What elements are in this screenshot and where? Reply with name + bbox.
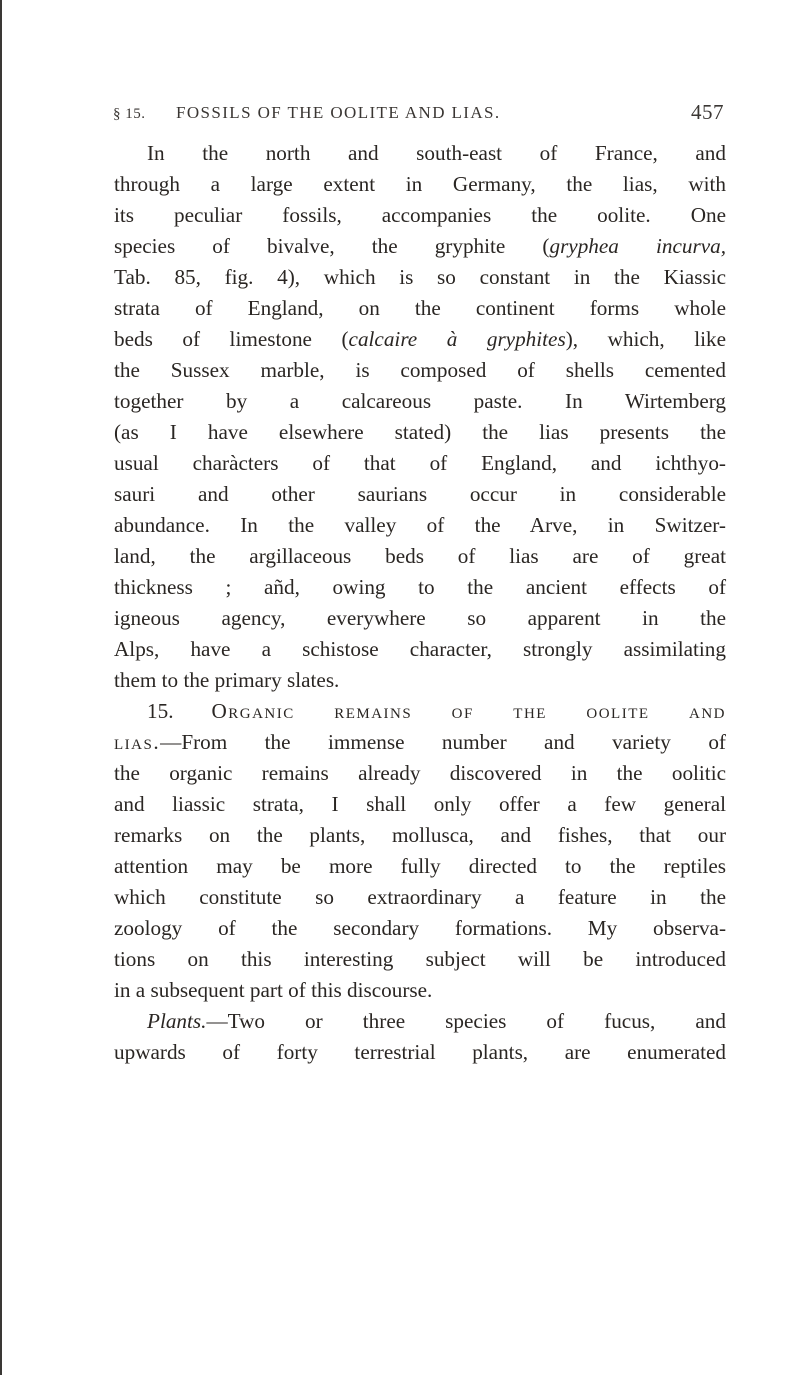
text-line: together by a calcareous paste. In Wirtemberg bbox=[114, 389, 726, 413]
text-line: thickness ; añd, owing to the ancient effects of bbox=[114, 575, 726, 599]
text-line: abundance. In the valley of the Arve, in Switzer- bbox=[114, 513, 726, 537]
section-heading: Organic remains of the oolite and bbox=[211, 699, 726, 723]
text-line: beds of limestone (calcaire à gryphites), which, like bbox=[114, 327, 726, 351]
text-line: remarks on the plants, mollusca, and fishes, that our bbox=[114, 823, 726, 847]
text-line: attention may be more fully directed to the reptiles bbox=[114, 854, 726, 878]
text-line: through a large extent in Germany, the lias, with bbox=[114, 172, 726, 196]
section-heading-line bbox=[114, 696, 726, 727]
body-text bbox=[114, 138, 726, 1068]
text-line: in a subsequent part of this discourse. bbox=[114, 978, 433, 1002]
text-line: species of bivalve, the gryphite (gryphea incurva, bbox=[114, 234, 726, 258]
text-line: tions on this interesting subject will be introduced bbox=[114, 947, 726, 971]
running-head bbox=[114, 100, 726, 128]
section-heading-cont: lias. bbox=[114, 730, 161, 754]
text-line: strata of England, on the continent forms whole bbox=[114, 296, 726, 320]
running-title: FOSSILS OF THE OOLITE AND LIAS. bbox=[176, 103, 501, 122]
page-number: 457 bbox=[691, 100, 724, 124]
text-line: which constitute so extraordinary a feature in the bbox=[114, 885, 726, 909]
text-line: Alps, have a schistose character, strongly assimilating bbox=[114, 637, 726, 661]
french-term: calcaire à gryphites bbox=[348, 327, 566, 351]
text-line: land, the argillaceous beds of lias are of great bbox=[114, 544, 726, 568]
subheading-plants: Plants. bbox=[147, 1009, 207, 1033]
text-line: (as I have elsewhere stated) the lias presents the bbox=[114, 420, 726, 444]
section-number: § 15. bbox=[113, 106, 146, 122]
text-line: upwards of forty terrestrial plants, are enumerated bbox=[114, 1040, 726, 1064]
text-line: Tab. 85, fig. 4), which is so constant in the Kiassic bbox=[114, 265, 726, 289]
text-line: lias.—From the immense number and variety of bbox=[114, 730, 726, 754]
text-line: sauri and other saurians occur in considerable bbox=[114, 482, 726, 506]
text-line: zoology of the secondary formations. My observa- bbox=[114, 916, 726, 940]
paragraph-organic-remains bbox=[114, 696, 726, 1006]
text-line: Plants.—Two or three species of fucus, and bbox=[147, 1009, 726, 1033]
paragraph-plants bbox=[114, 1006, 726, 1068]
text-line: the organic remains already discovered in the oolitic bbox=[114, 761, 726, 785]
text-line: the Sussex marble, is composed of shells cemented bbox=[114, 358, 726, 382]
text-line: igneous agency, everywhere so apparent in the bbox=[114, 606, 726, 630]
section-heading-number: 15. bbox=[147, 699, 174, 723]
text-line: and liassic strata, I shall only offer a few general bbox=[114, 792, 726, 816]
species-name: gryphea incurva, bbox=[549, 234, 726, 258]
text-line: In the north and south-east of France, and bbox=[147, 141, 726, 165]
paragraph-lias-distribution bbox=[114, 138, 726, 696]
text-line: usual charàcters of that of England, and ichthyo- bbox=[114, 451, 726, 475]
text-line: its peculiar fossils, accompanies the oolite. One bbox=[114, 203, 726, 227]
page-edge-rule bbox=[0, 0, 2, 1375]
text-line: them to the primary slates. bbox=[114, 668, 340, 692]
